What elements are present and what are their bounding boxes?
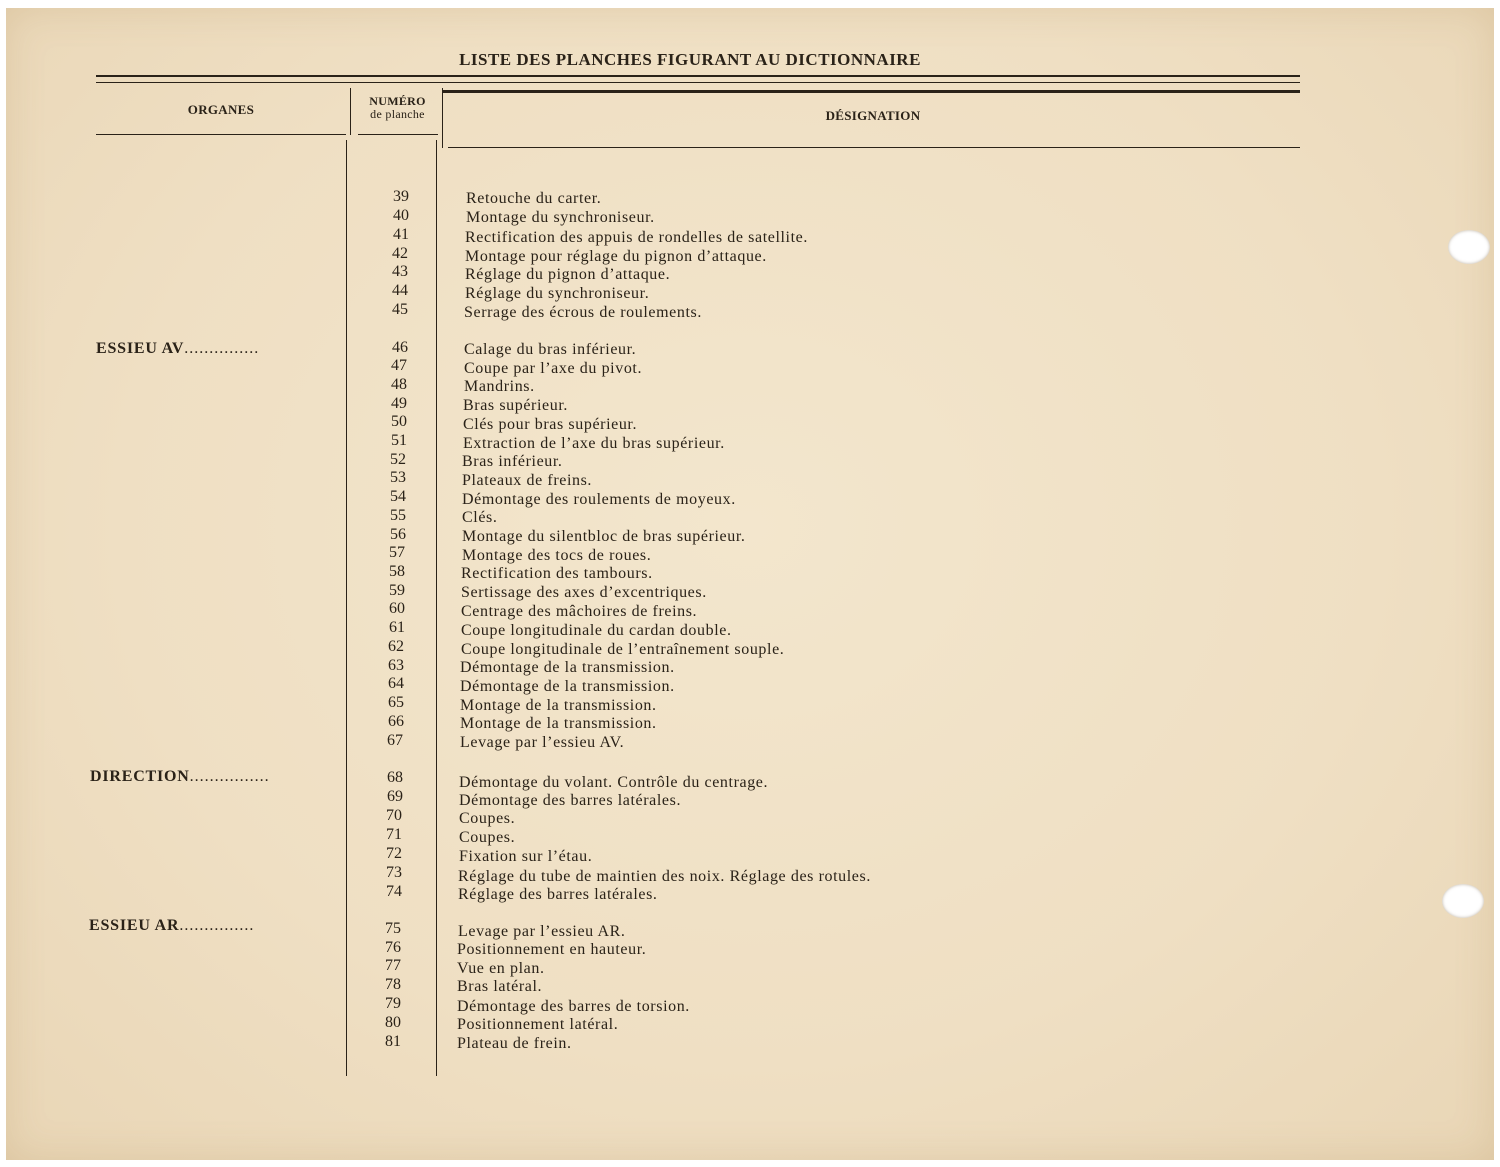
- plate-designation: Démontage de la transmission.: [460, 659, 675, 676]
- plate-designation: Démontage des barres de torsion.: [457, 998, 690, 1015]
- plate-number: 59: [389, 582, 405, 599]
- plate-number: 62: [388, 638, 404, 655]
- plate-designation: Coupes.: [459, 829, 516, 846]
- column-header-organes: ORGANES: [187, 102, 255, 117]
- plate-designation: Centrage des mâchoires de freins.: [461, 603, 698, 620]
- plate-designation: Réglage du synchroniseur.: [465, 285, 650, 302]
- plate-designation: Coupe longitudinale du cardan double.: [461, 622, 732, 639]
- plate-designation: Vue en plan.: [457, 960, 545, 977]
- punch-hole: [1442, 884, 1484, 918]
- plate-number: 68: [387, 769, 403, 786]
- plate-designation: Positionnement latéral.: [457, 1016, 619, 1033]
- plate-number: 43: [392, 263, 408, 280]
- plate-number: 46: [392, 339, 408, 356]
- plate-number: 56: [390, 526, 406, 543]
- plate-number: 72: [386, 845, 402, 862]
- plate-designation: Montage du synchroniseur.: [466, 209, 655, 226]
- plate-number: 57: [389, 544, 405, 561]
- column-divider: [346, 140, 347, 1076]
- plate-number: 40: [393, 207, 409, 224]
- plate-designation: Montage de la transmission.: [460, 715, 657, 732]
- plate-number: 80: [385, 1014, 401, 1031]
- plate-designation: Bras supérieur.: [463, 397, 568, 414]
- plate-number: 63: [388, 657, 404, 674]
- plate-designation: Réglage du pignon d’attaque.: [465, 266, 671, 283]
- plate-number: 64: [388, 675, 404, 692]
- plate-number: 78: [385, 976, 401, 993]
- plate-designation: Réglage du tube de maintien des noix. Réglage des rotules.: [458, 868, 871, 885]
- plate-designation: Plateaux de freins.: [462, 472, 593, 489]
- top-rule: [442, 90, 1300, 93]
- section-label-direction: DIRECTION................: [90, 768, 270, 785]
- plate-number: 79: [385, 995, 401, 1012]
- plate-designation: Démontage de la transmission.: [460, 678, 675, 695]
- plate-designation: Bras latéral.: [457, 978, 543, 995]
- plate-designation: Coupe par l’axe du pivot.: [464, 360, 643, 377]
- column-divider: [436, 140, 437, 1076]
- plate-designation: Bras inférieur.: [462, 453, 563, 470]
- plate-designation: Sertissage des axes d’excentriques.: [461, 584, 707, 601]
- plate-number: 55: [390, 507, 406, 524]
- top-rule: [96, 82, 1300, 83]
- plate-designation: Fixation sur l’étau.: [459, 848, 593, 865]
- plate-designation: Levage par l’essieu AV.: [460, 734, 625, 751]
- plate-designation: Démontage des roulements de moyeux.: [462, 491, 736, 508]
- column-divider: [350, 88, 351, 135]
- column-header-numero-line1: NUMÉRO: [369, 94, 426, 108]
- column-header-numero: [355, 95, 440, 121]
- document-page: [6, 8, 1494, 1160]
- plate-designation: Extraction de l’axe du bras supérieur.: [463, 435, 725, 452]
- plate-number: 51: [391, 432, 407, 449]
- plate-number: 65: [388, 694, 404, 711]
- plate-designation: Mandrins.: [464, 378, 535, 395]
- top-rule: [96, 75, 1300, 77]
- plate-designation: Démontage des barres latérales.: [459, 792, 682, 809]
- plate-number: 69: [387, 788, 403, 805]
- plate-designation: Rectification des tambours.: [461, 565, 653, 582]
- column-divider: [442, 88, 443, 148]
- plate-number: 45: [392, 301, 408, 318]
- plate-designation: Positionnement en hauteur.: [457, 941, 647, 958]
- plate-number: 73: [386, 864, 402, 881]
- plate-number: 60: [389, 600, 405, 617]
- plate-number: 66: [388, 713, 404, 730]
- plate-designation: Montage des tocs de roues.: [462, 547, 652, 564]
- plate-number: 50: [391, 413, 407, 430]
- plate-designation: Serrage des écrous de roulements.: [464, 304, 702, 321]
- plate-number: 67: [387, 732, 403, 749]
- plate-number: 54: [390, 488, 406, 505]
- header-rule: [448, 147, 1300, 148]
- plate-number: 39: [393, 188, 409, 205]
- plate-number: 58: [389, 563, 405, 580]
- plate-designation: Clés.: [462, 509, 498, 526]
- plate-designation: Démontage du volant. Contrôle du centrage.: [459, 774, 769, 791]
- plate-number: 81: [385, 1033, 401, 1050]
- header-rule: [358, 134, 438, 135]
- column-header-numero-line2: de planche: [370, 107, 425, 121]
- plate-number: 70: [386, 807, 402, 824]
- plate-number: 47: [391, 357, 407, 374]
- plate-number: 41: [393, 226, 409, 243]
- plate-designation: Montage pour réglage du pignon d’attaque.: [465, 248, 767, 265]
- plate-number: 42: [392, 245, 408, 262]
- plate-designation: Calage du bras inférieur.: [464, 341, 637, 358]
- plate-designation: Levage par l’essieu AR.: [458, 923, 626, 940]
- plate-designation: Clés pour bras supérieur.: [463, 416, 638, 433]
- header-rule: [96, 134, 346, 135]
- plate-number: 75: [385, 920, 401, 937]
- column-header-designation: DÉSIGNATION: [825, 108, 921, 123]
- plate-number: 74: [386, 883, 402, 900]
- plate-number: 53: [390, 469, 406, 486]
- plate-designation: Montage de la transmission.: [460, 697, 657, 714]
- page-title: LISTE DES PLANCHES FIGURANT AU DICTIONNAIRE: [459, 50, 921, 69]
- section-label-essieu-av: ESSIEU AV...............: [96, 340, 260, 357]
- plate-number: 48: [391, 376, 407, 393]
- section-label-essieu-ar: ESSIEU AR...............: [89, 917, 255, 934]
- plate-designation: Montage du silentbloc de bras supérieur.: [462, 528, 746, 545]
- plate-designation: Réglage des barres latérales.: [458, 886, 658, 903]
- punch-hole: [1448, 230, 1490, 264]
- plate-number: 52: [390, 451, 406, 468]
- plate-designation: Plateau de frein.: [457, 1035, 572, 1052]
- plate-designation: Rectification des appuis de rondelles de satellite.: [465, 229, 808, 246]
- plate-number: 61: [389, 619, 405, 636]
- plate-designation: Retouche du carter.: [466, 190, 602, 207]
- plate-number: 77: [385, 957, 401, 974]
- plate-number: 49: [391, 395, 407, 412]
- plate-designation: Coupes.: [459, 810, 516, 827]
- plate-designation: Coupe longitudinale de l’entraînement souple.: [461, 641, 785, 658]
- plate-number: 44: [392, 282, 408, 299]
- plate-number: 71: [386, 826, 402, 843]
- plate-number: 76: [385, 939, 401, 956]
